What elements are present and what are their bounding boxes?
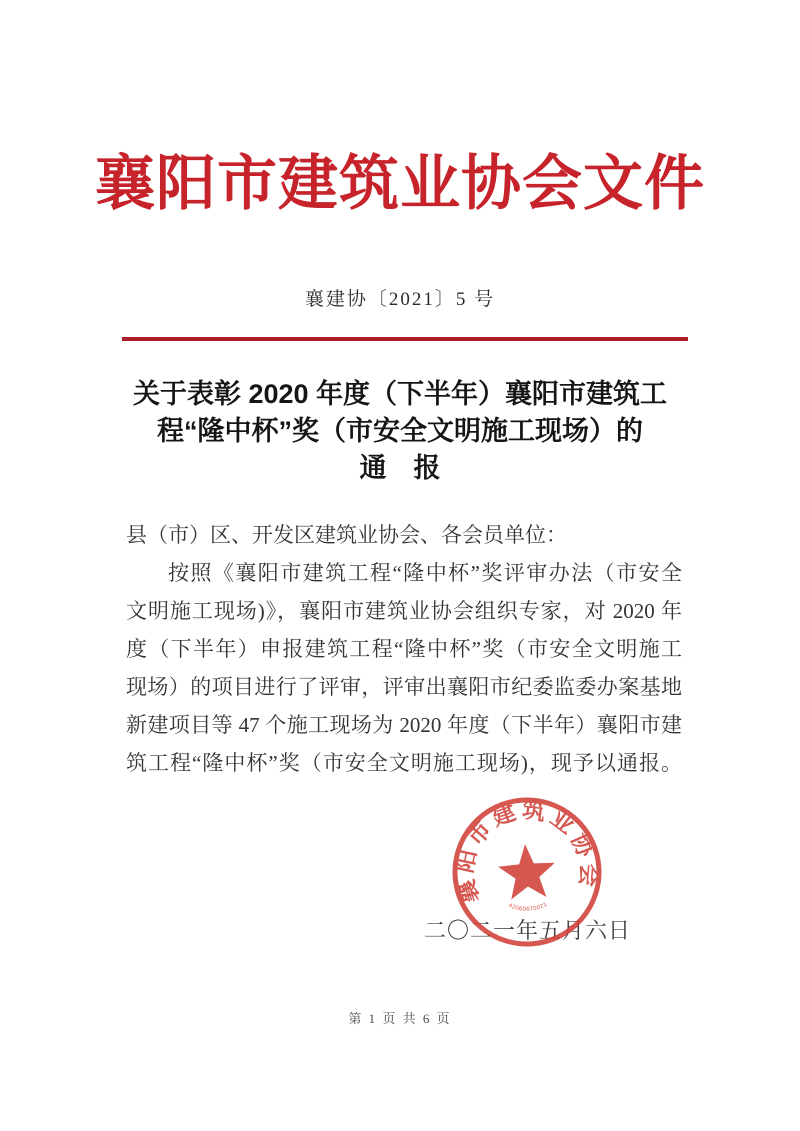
body-line: 现场）的项目进行了评审，评审出襄阳市纪委监委办案基地 — [126, 675, 682, 699]
red-divider-rule — [122, 337, 688, 341]
document-number: 襄建协〔2021〕5 号 — [304, 289, 496, 310]
document-title-line-2: 程“隆中杯”奖（市安全文明施工现场）的 — [157, 416, 643, 446]
document-title-line-1: 关于表彰 2020 年度（下半年）襄阳市建筑工 — [132, 379, 668, 409]
official-seal — [441, 786, 614, 959]
star-icon — [497, 842, 558, 900]
document-date: 二〇二一年五月六日 — [424, 918, 632, 943]
body-line: 新建项目等 47 个施工现场为 2020 年度（下半年）襄阳市建 — [126, 713, 682, 737]
salutation-line: 县（市）区、开发区建筑业协会、各会员单位： — [126, 523, 567, 547]
document-title-line-3: 通 报 — [359, 453, 441, 483]
document-header-title: 襄阳市建筑业协会文件 — [95, 151, 705, 217]
body-line: 按照《襄阳市建筑工程“隆中杯”奖评审办法（市安全 — [168, 561, 682, 585]
document-body — [126, 516, 682, 782]
body-line: 筑工程“隆中杯”奖（市安全文明施工现场)，现予以通报。 — [126, 751, 682, 775]
body-line: 文明施工现场)》，襄阳市建筑业协会组织专家，对 2020 年 — [126, 599, 682, 623]
page-number-footer: 第 1 页 共 6 页 — [348, 1011, 452, 1026]
svg-text:42060670021 — [507, 900, 549, 914]
seal-org-text: 襄阳市建筑业协会 — [451, 796, 602, 907]
body-line: 度（下半年）申报建筑工程“隆中杯”奖（市安全文明施工 — [126, 637, 682, 661]
seal-code-digits: 42060670021 — [507, 901, 549, 914]
document-title — [100, 376, 700, 487]
